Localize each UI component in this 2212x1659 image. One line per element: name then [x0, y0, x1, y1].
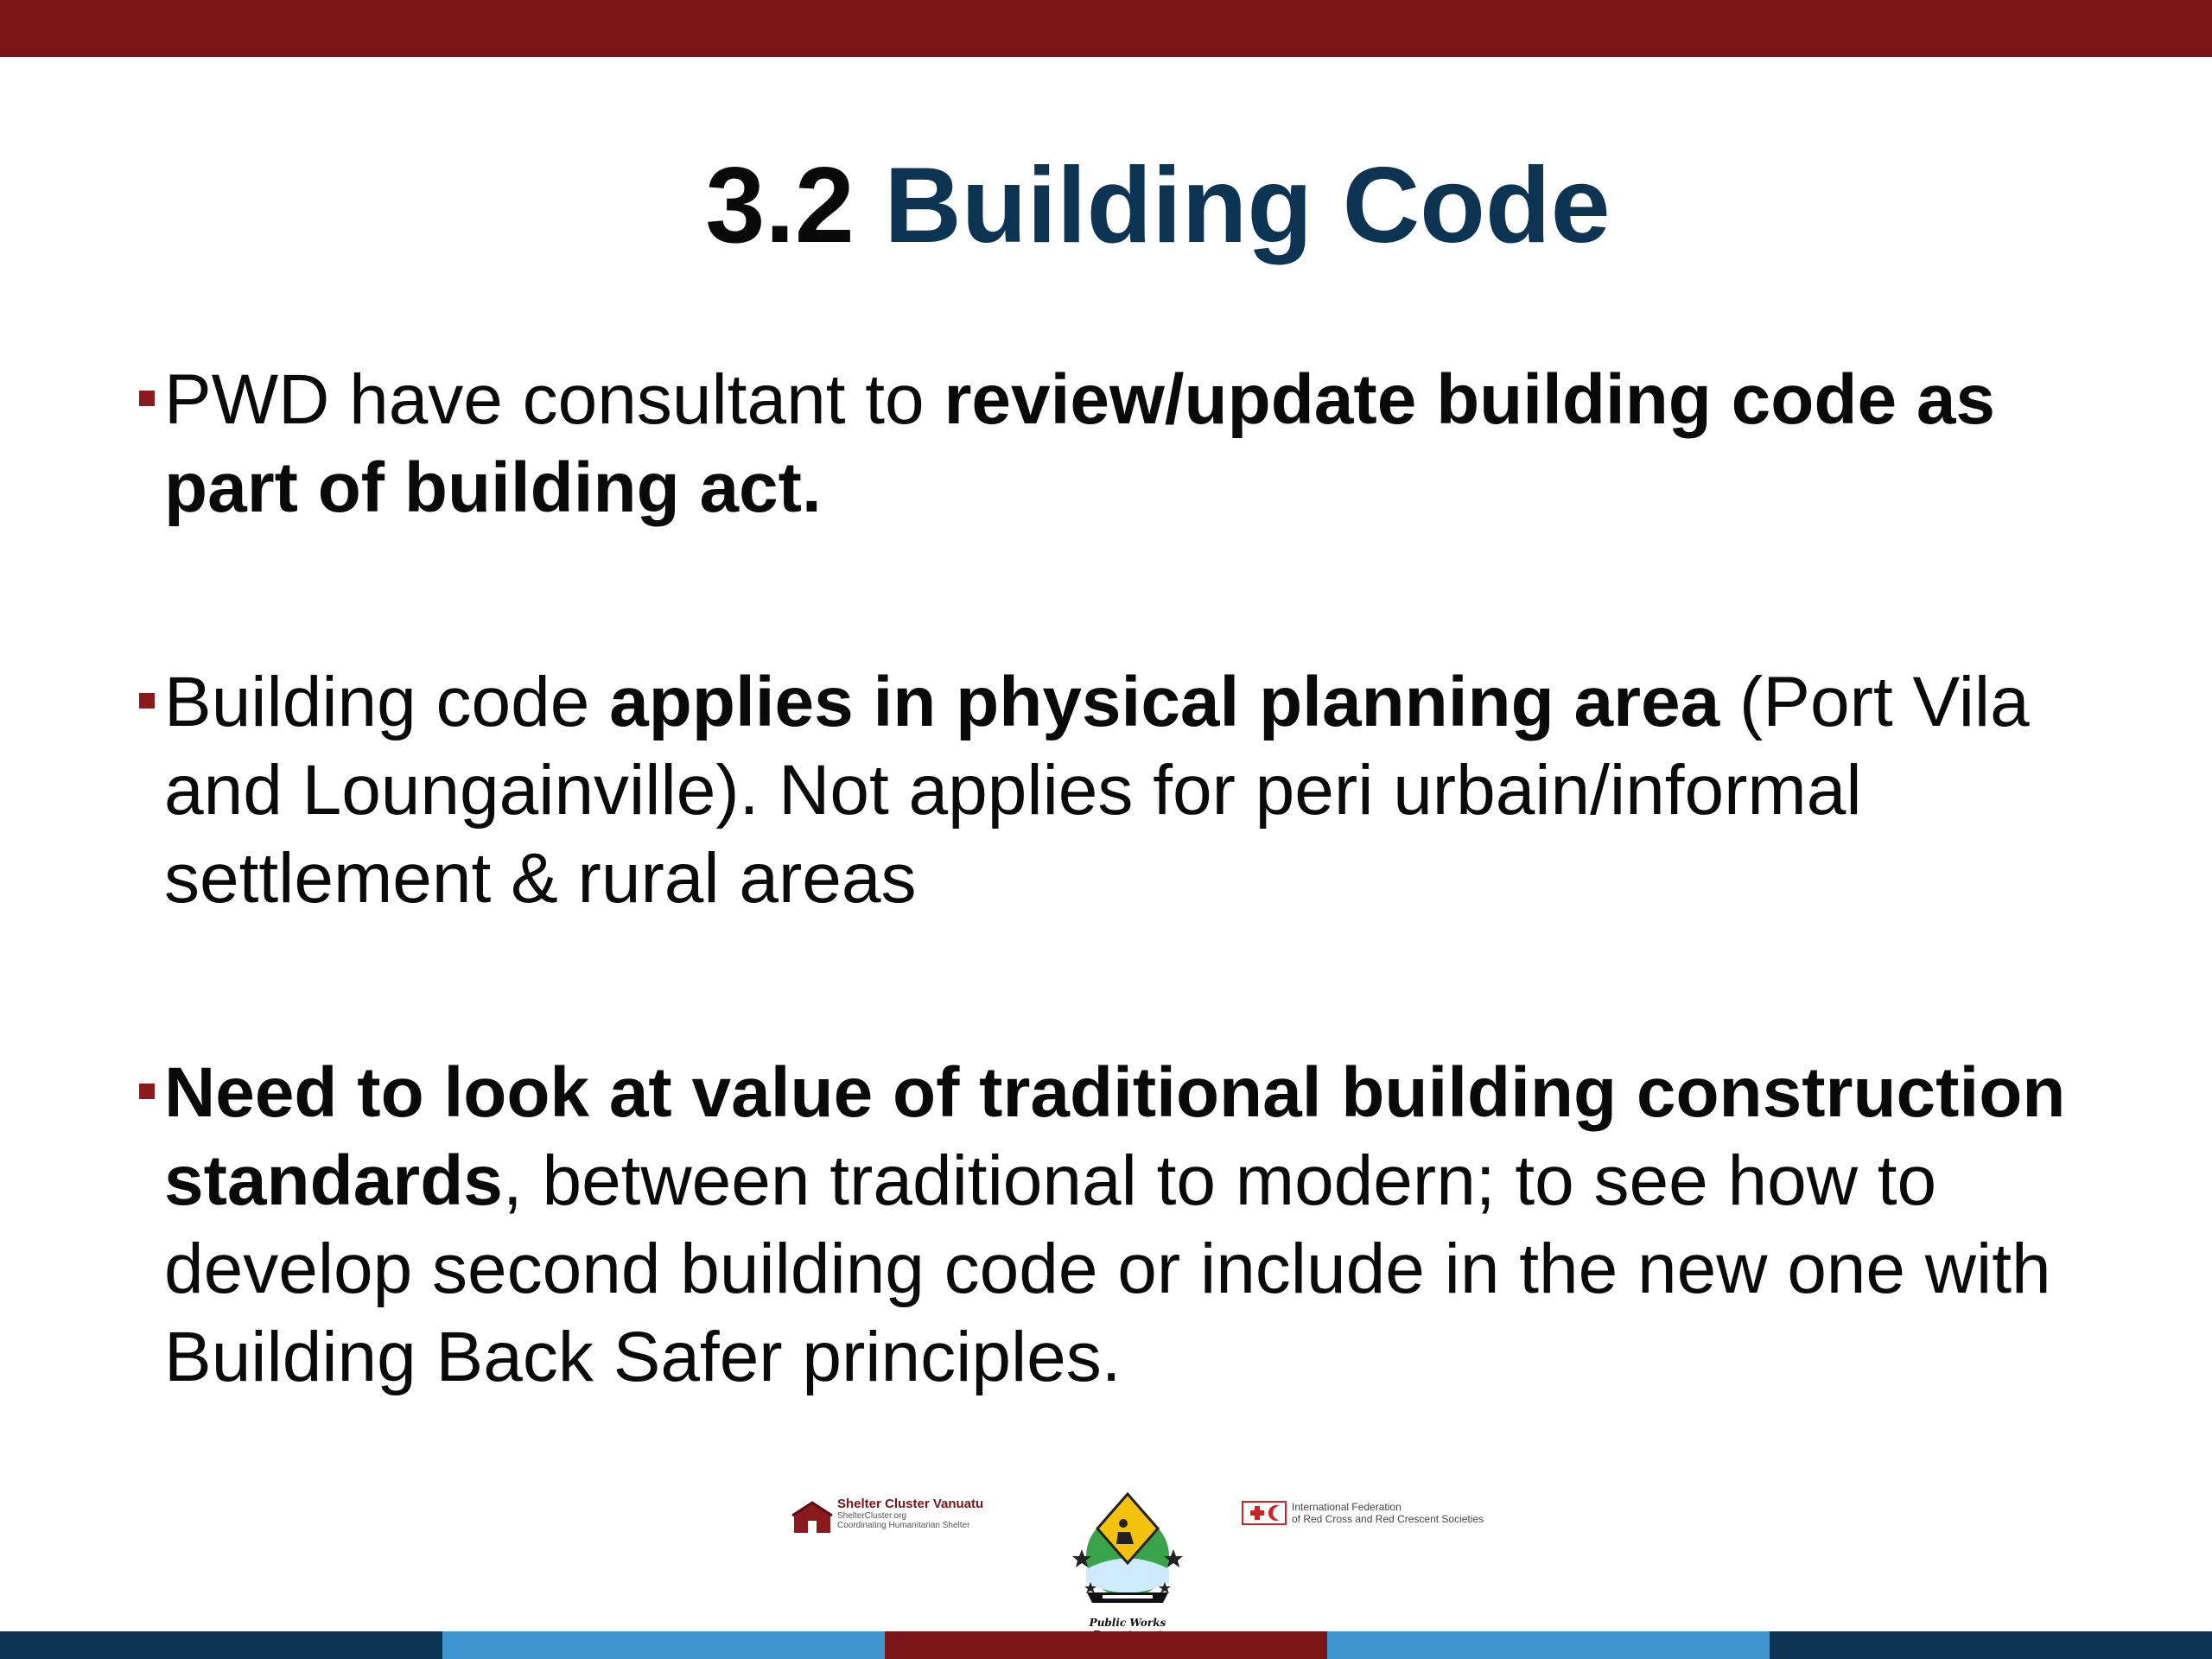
bottom-bar-segment: [0, 1631, 442, 1659]
house-icon: [791, 1498, 834, 1535]
bullet-item: [164, 1049, 2100, 1402]
bullet-text: PWD have consultant to: [164, 360, 944, 439]
shelter-logo-url: ShelterCluster.org: [837, 1511, 907, 1521]
shelter-cluster-logo: [791, 1497, 1015, 1538]
bottom-bar-segment: [885, 1631, 1327, 1659]
shelter-logo-name: Shelter Cluster Vanuatu: [837, 1497, 984, 1511]
bottom-bar-segment: [1327, 1631, 1770, 1659]
shelter-logo-tagline: Coordinating Humanitarian Shelter: [837, 1521, 970, 1530]
bullet-item: [164, 658, 2100, 923]
top-color-bar: [0, 0, 2212, 57]
slide-title: [0, 145, 2212, 266]
bullet-text-bold: applies in physical planning area: [609, 663, 1720, 741]
public-works-department-logo: [1063, 1487, 1192, 1634]
bullet-text: (Port Vila and Loungainville). Not applies for peri urbain/informal settlement & rural areas: [164, 663, 2030, 918]
title-text: Building Code: [884, 146, 1611, 265]
ifrc-logo-line1: International Federation: [1292, 1501, 1402, 1513]
ifrc-logo-line2: of Red Cross and Red Crescent Societies: [1292, 1513, 1484, 1525]
bullet-item: [164, 356, 2100, 532]
pwd-emblem-icon: [1063, 1487, 1192, 1617]
bullet-text-bold: Need to look at value of traditional building construction standards: [164, 1053, 2066, 1220]
bottom-bar-segment: [1770, 1631, 2212, 1659]
bottom-bar-segment: [442, 1631, 885, 1659]
bullet-text: Building code: [164, 663, 610, 741]
bullet-marker-icon: [139, 693, 155, 709]
bullet-text: , between traditional to modern; to see how to develop second building code or include in the new one with Building Back Safer principles.: [164, 1141, 2051, 1396]
ifrc-logo: [1242, 1491, 1535, 1525]
bullet-marker-icon: [139, 391, 155, 406]
bullet-list: [164, 356, 2100, 1402]
title-number: 3.2: [705, 146, 855, 265]
red-cross-crescent-icon: [1242, 1501, 1287, 1525]
pwd-logo-caption: Public Works: [1089, 1617, 1166, 1629]
bullet-marker-icon: [139, 1084, 155, 1099]
footer-logos: [0, 1482, 2212, 1633]
bullet-text-bold: review/update building code as part of building act.: [164, 360, 1996, 527]
bottom-color-bar: [0, 1631, 2212, 1659]
